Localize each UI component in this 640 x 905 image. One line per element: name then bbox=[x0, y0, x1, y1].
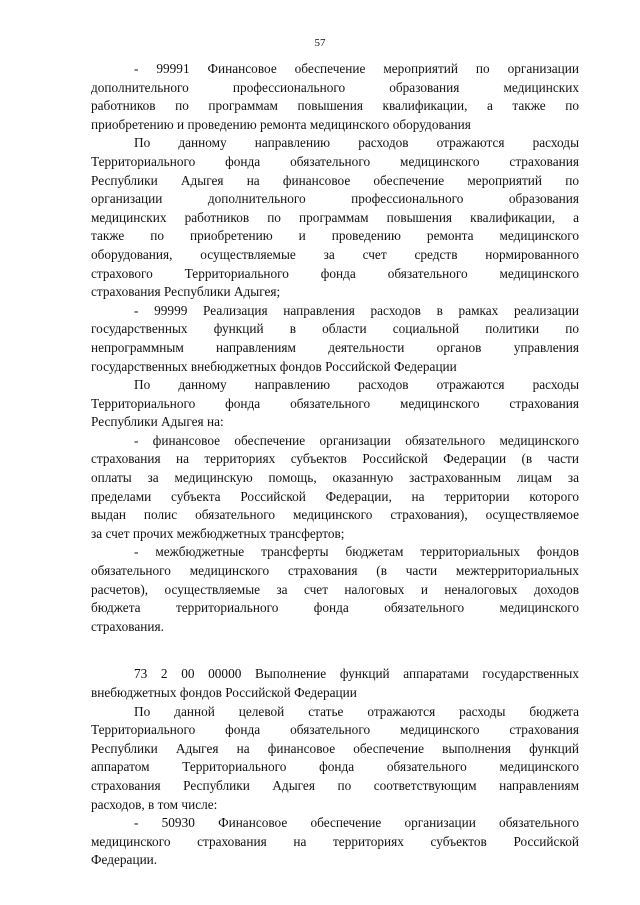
text-line: пределами субъекта Российской Федерации, на территории которого bbox=[91, 488, 579, 504]
text-line: оплаты за медицинскую помощь, оказанную застрахованным лицам за bbox=[91, 470, 579, 486]
text-line: дополнительного профессионального образования медицинских bbox=[91, 79, 579, 95]
text-line: медицинского страхования на территориях субъектов Российской bbox=[91, 833, 579, 849]
text-line: внебюджетных фондов Российской Федерации bbox=[91, 685, 357, 700]
text-line: государственных внебюджетных фондов Российской Федерации bbox=[91, 358, 457, 374]
text-line: Федерации. bbox=[91, 852, 158, 868]
text-line: обязательного медицинского страхования (в части межтерриториальных bbox=[91, 563, 579, 579]
text-line: страхования на территориях субъектов Российской Федерации (в части bbox=[91, 451, 579, 467]
text-line: за счет прочих межбюджетных трансфертов; bbox=[91, 525, 345, 541]
text-line: расчетов), осуществляемые за счет налоговых и неналоговых доходов bbox=[91, 581, 579, 597]
text-line: Республики Адыгея на: bbox=[91, 414, 224, 430]
paragraph bbox=[91, 134, 579, 301]
paragraph bbox=[91, 432, 579, 544]
text-line: 73 2 00 00000 Выполнение функций аппаратами государственных bbox=[134, 666, 579, 682]
text-line: работников по программам повышения квалификации, а также по bbox=[91, 98, 579, 114]
paragraph bbox=[91, 376, 579, 432]
text-line: страхования. bbox=[91, 618, 164, 634]
paragraph-gap bbox=[91, 636, 579, 665]
paragraph bbox=[91, 302, 579, 376]
paragraph bbox=[91, 703, 579, 815]
text-line: - 50930 Финансовое обеспечение организации обязательного bbox=[134, 815, 579, 831]
text-line: По данному направлению расходов отражаются расходы bbox=[134, 135, 579, 151]
text-line: Республики Адыгея на финансовое обеспечение мероприятий по bbox=[91, 172, 579, 188]
text-line: Территориального фонда обязательного медицинского страхования bbox=[91, 722, 579, 738]
text-line: - межбюджетные трансферты бюджетам территориальных фондов bbox=[134, 544, 579, 560]
text-line: приобретению и проведению ремонта медицинского оборудования bbox=[91, 116, 471, 132]
paragraph bbox=[91, 814, 579, 870]
text-line: По данной целевой статье отражаются расходы бюджета bbox=[134, 703, 579, 719]
paragraph bbox=[91, 543, 579, 636]
text-line: организации дополнительного профессионального образования bbox=[91, 191, 579, 207]
text-line: Республики Адыгея на финансовое обеспечение выполнения функций bbox=[91, 740, 579, 756]
document-body bbox=[91, 60, 579, 870]
text-line: Территориального фонда обязательного медицинского страхования bbox=[91, 395, 579, 411]
text-line: выдан полис обязательного медицинского страхования), осуществляемое bbox=[91, 507, 579, 523]
text-line: - 99991 Финансовое обеспечение мероприятий по организации bbox=[134, 61, 579, 76]
text-line: бюджета территориального фонда обязательного медицинского bbox=[91, 600, 579, 616]
text-line: оборудования, осуществляемые за счет средств нормированного bbox=[91, 246, 579, 262]
text-line: страхового Территориального фонда обязательного медицинского bbox=[91, 265, 579, 281]
paragraph bbox=[91, 60, 579, 134]
text-line: расходов, в том числе: bbox=[91, 796, 218, 812]
paragraph bbox=[91, 665, 579, 702]
text-line: государственных функций в области социальной политики по bbox=[91, 321, 579, 337]
text-line: также по приобретению и проведению ремонта медицинского bbox=[91, 228, 579, 244]
text-line: медицинских работников по программам повышения квалификации, а bbox=[91, 209, 579, 225]
text-line: Территориального фонда обязательного медицинского страхования bbox=[91, 153, 579, 169]
text-line: непрограммным направлениям деятельности органов управления bbox=[91, 339, 579, 355]
text-line: страхования Республики Адыгея по соответствующим направлениям bbox=[91, 777, 579, 793]
text-line: аппаратом Территориального фонда обязательного медицинского bbox=[91, 759, 579, 775]
page-number: 57 bbox=[314, 37, 326, 49]
text-line: страхования Республики Адыгея; bbox=[91, 284, 281, 300]
text-line: - финансовое обеспечение организации обязательного медицинского bbox=[134, 432, 579, 448]
text-line: По данному направлению расходов отражаются расходы bbox=[134, 377, 579, 393]
text-line: - 99999 Реализация направления расходов в рамках реализации bbox=[134, 302, 579, 318]
